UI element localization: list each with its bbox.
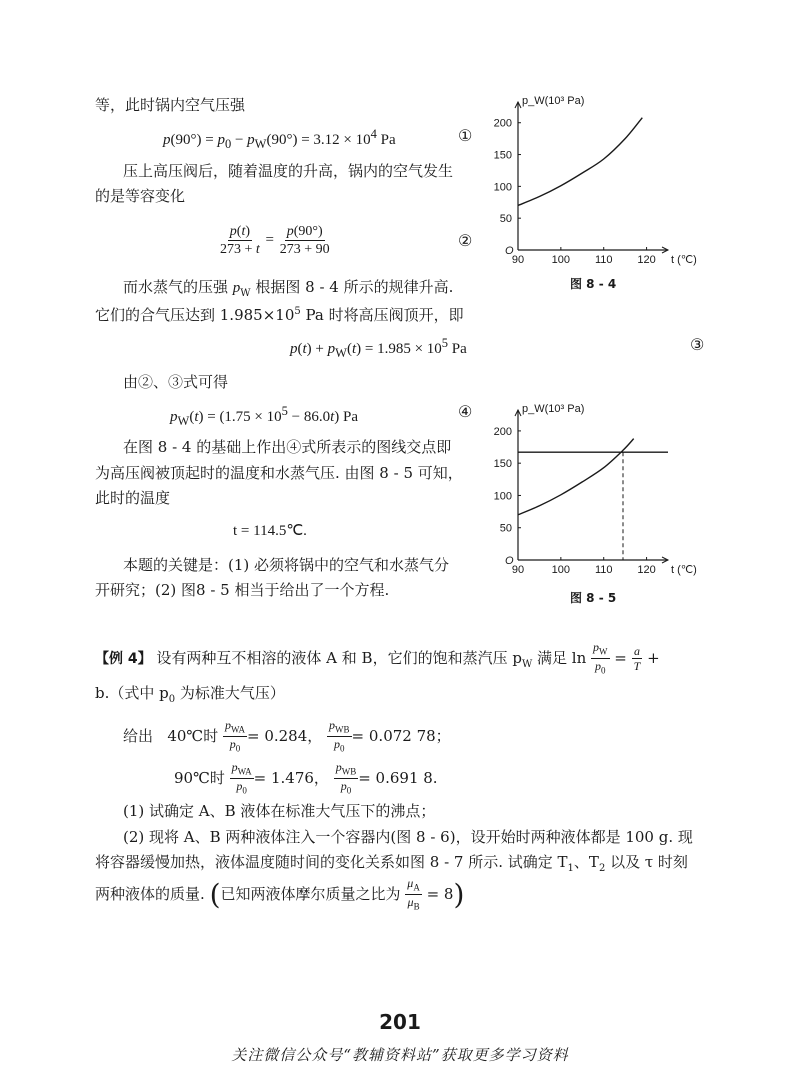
y-tick-label: 100 — [493, 181, 512, 194]
text-line: 它们的合气压达到 $1.985\times 10^5$ Pa 时将高压阀顶开，即 — [95, 306, 464, 324]
x-tick-label: 120 — [637, 564, 656, 576]
equation-2: $\frac{p(t)}{273 + t}$ = $\frac{p(90^\circ)}{273 + 90}$ — [220, 224, 330, 257]
equation-number: ④ — [458, 402, 473, 421]
x-tick-label: 110 — [594, 254, 613, 266]
y-tick-label: 150 — [493, 149, 512, 162]
question-2: (2) 现将 A、B 两种液体注入一个容器内(图 8 - 6)，设开始时两种液体都是 100 g. 现 — [123, 828, 693, 846]
text-line: 在图 8 - 4 的基础上作出④式所表示的图线交点即 — [123, 438, 452, 456]
y-tick-label: 200 — [493, 117, 512, 130]
y-tick-label: 200 — [493, 425, 512, 438]
text-line: 此时的温度 — [95, 489, 171, 507]
y-axis-label: p_W(10³ Pa) — [522, 403, 585, 415]
figure-caption: 图 8 - 4 — [570, 277, 617, 291]
text-line: 开研究；(2) 图8 - 5 相当于给出了一个方程. — [95, 581, 390, 599]
equation-5: t = 114.5℃. — [233, 523, 307, 539]
text-line: 两种液体的质量. (已知两液体摩尔质量之比为 $\frac{\mu_A}{\mu_B}$ = 8) — [95, 876, 465, 912]
text-line: 压上高压阀后，随着温度的升高，锅内的空气发生 — [123, 162, 454, 180]
y-tick-label: 50 — [499, 213, 512, 226]
x-tick-label: 120 — [637, 254, 656, 266]
text-line: 为高压阀被顶起时的温度和水蒸气压. 由图 8 - 5 可知， — [95, 464, 463, 482]
series-line-pw — [518, 118, 642, 206]
x-tick-label: 90 — [511, 254, 525, 266]
given-row-40: 给出 40℃时 $\frac{p_{WA}}{p_0}$ = 0.284， $\frac{p_{WB}}{p_0}$ = 0.072 78； — [123, 718, 451, 754]
series-line-pw — [518, 439, 634, 515]
figure-8-4-chart — [488, 90, 697, 270]
example-4-line-1: 【例 4】 设有两种互不相溶的液体 A 和 B，它们的饱和蒸汽压 $p_W$ 满足 ln $\frac{p_W}{p_0}$ = $\frac{a}{T}$ + — [95, 640, 660, 676]
x-axis-label: t (℃) — [671, 254, 697, 266]
figure-caption: 图 8 - 5 — [570, 591, 617, 605]
text-line: 将容器缓慢加热，液体温度随时间的变化关系如图 8 - 7 所示. 试确定 $T_1$、$T_2$ 以及 τ 时刻 — [95, 853, 688, 874]
equation-number: ② — [458, 231, 473, 250]
y-tick-label: 150 — [493, 458, 512, 471]
question-1: (1) 试确定 A、B 液体在标准大气压下的沸点； — [123, 802, 436, 820]
equation-number: ③ — [690, 335, 705, 354]
x-tick-label: 100 — [551, 254, 571, 266]
x-axis-label: t (℃) — [671, 564, 697, 576]
x-tick-label: 100 — [551, 564, 571, 576]
text-line: 由②、③式可得 — [123, 373, 229, 391]
origin-label: O — [505, 245, 514, 257]
text-line: 等，此时锅内空气压强 — [95, 96, 246, 114]
y-tick-label: 100 — [493, 490, 512, 503]
y-axis-label: p_W(10³ Pa) — [522, 95, 585, 107]
y-tick-label: 50 — [499, 522, 512, 535]
x-tick-label: 110 — [594, 564, 613, 576]
text-line: 而水蒸气的压强 $p_W$ 根据图 8 - 4 所示的规律升高. — [123, 278, 454, 299]
text-line: b.（式中 $p_0$ 为标准大气压） — [95, 684, 285, 705]
footer-note: 关注微信公众号“教辅资料站”获取更多学习资料 — [231, 1046, 569, 1064]
origin-label: O — [505, 555, 514, 567]
figure-8-5-chart — [488, 398, 697, 580]
example-tag: 【例 4】 — [95, 650, 152, 667]
equation-4: $p_W(t) = (1.75 \times 10^5 - 86.0t)$ Pa — [170, 404, 359, 428]
equation-3: $p(t) + p_W(t) = 1.985 \times 10^5$ Pa — [290, 336, 467, 360]
given-row-90: 90℃时 $\frac{p_{WA}}{p_0}$ = 1.476， $\frac{p_{WB}}{p_0}$ = 0.691 8. — [174, 760, 438, 796]
page-number: 201 — [379, 1010, 421, 1034]
x-tick-label: 90 — [511, 564, 525, 576]
equation-number: ① — [458, 126, 473, 145]
text-line: 本题的关键是：(1) 必须将锅中的空气和水蒸气分 — [123, 556, 450, 574]
equation-1: $p(90^\circ) = p_0 - p_W(90^\circ) = 3.12 \times 10^4$ Pa — [163, 127, 396, 151]
text-line: 的是等容变化 — [95, 187, 186, 205]
